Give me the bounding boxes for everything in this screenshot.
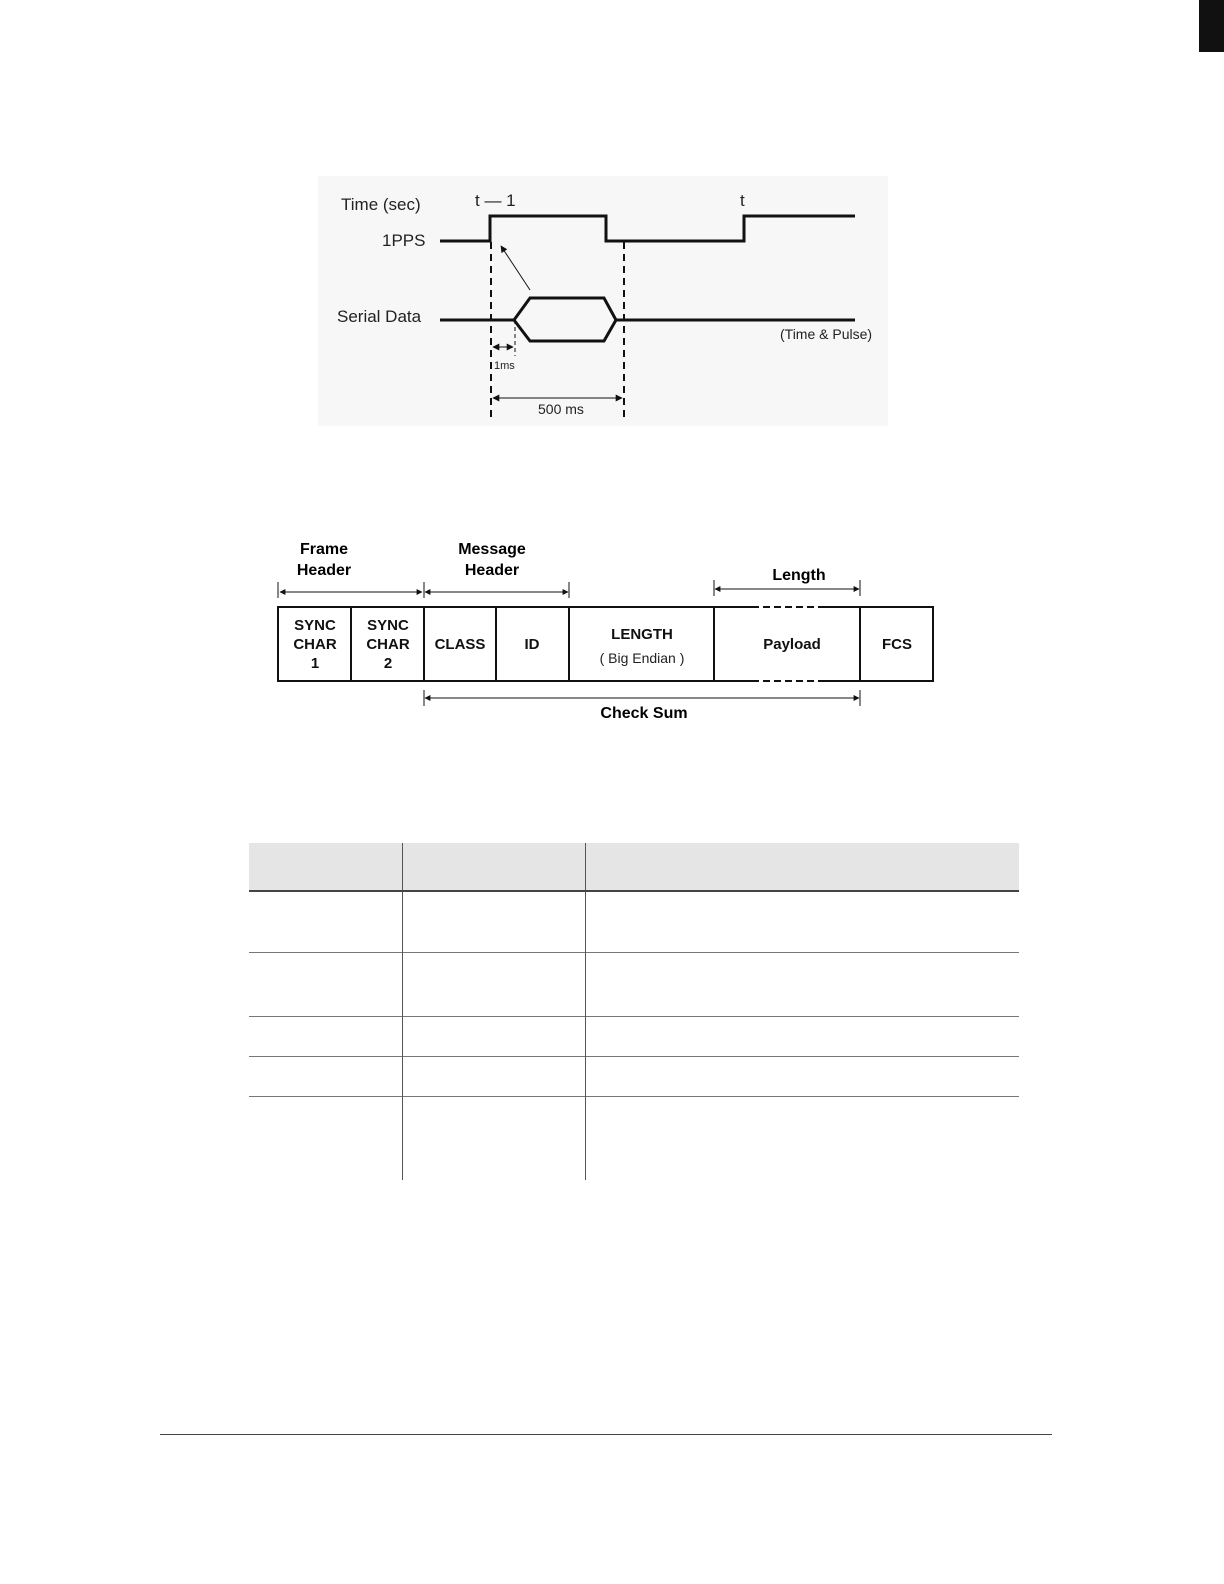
frame-header-label-line2: Header xyxy=(296,562,352,579)
length-span-label: Length xyxy=(772,567,826,584)
message-header-label-line2: Header xyxy=(464,562,520,579)
table-cell xyxy=(402,1056,585,1096)
table-cell xyxy=(585,1056,1019,1096)
table-cell xyxy=(402,1096,585,1180)
table-row xyxy=(249,1056,1019,1096)
footer-divider xyxy=(160,1434,1052,1435)
id-label: ID xyxy=(524,636,540,653)
frame-header-label-line1: Frame xyxy=(299,541,349,558)
table-cell xyxy=(249,1056,402,1096)
sync1-label-line1: SYNC xyxy=(294,617,336,634)
sync2-label-line3: 2 xyxy=(383,655,393,672)
table-row xyxy=(249,1096,1019,1180)
table-header-cell xyxy=(402,843,585,891)
table-cell xyxy=(402,891,585,952)
t-minus-1-label: t — 1 xyxy=(475,191,516,210)
class-label: CLASS xyxy=(434,636,486,653)
table-cell xyxy=(249,1016,402,1056)
pps-signal-label: 1PPS xyxy=(382,231,426,250)
payload-label: Payload xyxy=(763,636,821,653)
table-cell xyxy=(585,891,1019,952)
table-header-cell xyxy=(249,843,402,891)
fcs-label: FCS xyxy=(882,636,912,653)
frame-structure-diagram xyxy=(270,532,940,727)
table-cell xyxy=(585,952,1019,1016)
table-cell xyxy=(249,1096,402,1180)
t-label: t xyxy=(740,191,745,210)
table-cell xyxy=(249,952,402,1016)
length-field-label: LENGTH xyxy=(611,626,673,643)
time-pulse-note: (Time & Pulse) xyxy=(780,326,873,342)
five-hundred-ms-label: 500 ms xyxy=(538,401,584,417)
table-row xyxy=(249,952,1019,1016)
table-cell xyxy=(249,891,402,952)
one-ms-label: 1ms xyxy=(494,360,515,372)
time-axis-label: Time (sec) xyxy=(341,195,421,214)
table-header-cell xyxy=(585,843,1019,891)
big-endian-note: ( Big Endian ) xyxy=(599,650,685,666)
sync2-label-line2: CHAR xyxy=(366,636,410,653)
table-cell xyxy=(402,952,585,1016)
table-header-row xyxy=(249,843,1019,891)
table-row xyxy=(249,1016,1019,1056)
table-cell xyxy=(402,1016,585,1056)
sync1-label-line3: 1 xyxy=(310,655,320,672)
field-length xyxy=(569,607,714,681)
check-sum-label: Check Sum xyxy=(600,705,688,722)
message-header-label-line1: Message xyxy=(458,541,526,558)
sync1-label-line2: CHAR xyxy=(293,636,337,653)
timing-diagram xyxy=(318,176,888,426)
table-cell xyxy=(585,1096,1019,1180)
message-field-table xyxy=(249,843,1019,1180)
section-tab-marker xyxy=(1199,0,1224,52)
sync2-label-line1: SYNC xyxy=(367,617,409,634)
table-row xyxy=(249,891,1019,952)
table-cell xyxy=(585,1016,1019,1056)
serial-data-label: Serial Data xyxy=(337,307,422,326)
